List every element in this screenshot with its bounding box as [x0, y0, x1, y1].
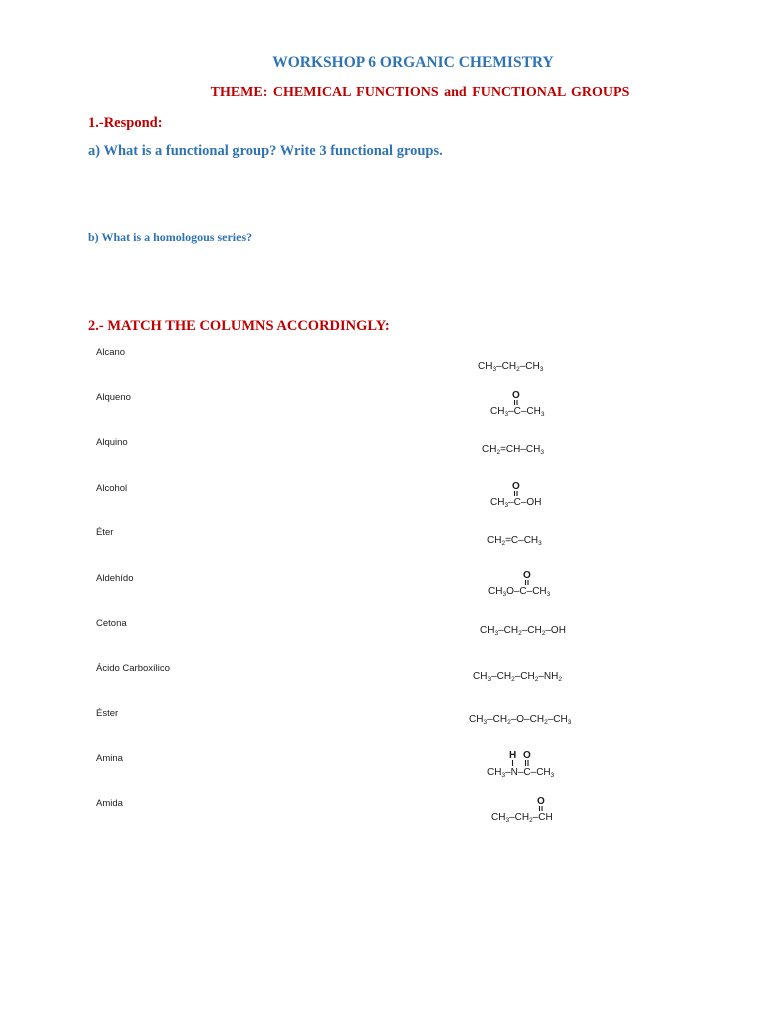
svg-text:CH3–CH2–CH2–NH2: $CH_3-CH_2-CH_2-NH_2$ [473, 671, 562, 683]
svg-text:H: H [509, 750, 517, 761]
svg-text:O: O [512, 481, 520, 492]
svg-text:CH3–C–CH3: $CH_3-C-CH_3$ [490, 406, 545, 418]
formula-methyl-acetate [488, 568, 563, 598]
formula-propene [482, 441, 552, 455]
formula-propylamine [473, 668, 573, 682]
svg-text:O: O [523, 570, 531, 581]
section-1-heading: 1.-Respond: [88, 115, 163, 131]
term-ester: Éster [96, 708, 119, 719]
svg-text:CH3–CH2–CH: $CH_3-CH_2-CH$ [491, 812, 553, 824]
formula-propanol [480, 622, 575, 636]
formula-propane [478, 358, 558, 372]
svg-text:CH3–C–OH: $CH_3-C-OH$ [490, 497, 542, 509]
term-cetona: Cetona [96, 618, 127, 629]
formula-diethyl-ether [469, 711, 579, 725]
term-alcano: Alcano [96, 347, 126, 358]
svg-text:CH3–CH2–O–CH2–CH3: $CH_3-CH_2-O-CH_2-CH_3$ [469, 714, 572, 726]
svg-text:CH2=CH–CH3: $CH_2=CH-CH_3$ [482, 444, 544, 456]
question-1b: b) What is a homologous series? [88, 230, 253, 244]
svg-text:CH3–CH2–CH3: $CH_3-CH_2-CH_3$ [478, 361, 544, 373]
question-1a: a) What is a functional group? Write 3 functional groups. [88, 143, 443, 159]
formula-propanal [491, 794, 566, 824]
svg-text:CH3–CH2–CH2–OH: $CH_3-CH_2-CH_2-OH$ [480, 625, 566, 637]
term-amida: Amida [96, 798, 123, 809]
term-alcohol: Alcohol [96, 483, 128, 494]
svg-text:O: O [537, 796, 545, 807]
svg-text:O: O [523, 750, 531, 761]
section-2-heading: 2.- MATCH THE COLUMNS ACCORDINGLY: [88, 318, 390, 334]
term-alquino: Alquino [96, 437, 128, 448]
formula-acetone [490, 388, 554, 418]
worksheet-title: WORKSHOP 6 ORGANIC CHEMISTRY [272, 54, 554, 71]
worksheet-theme: THEME: CHEMICAL FUNCTIONS and FUNCTIONAL GROUPS [210, 85, 630, 100]
formula-alkyne-row [487, 532, 557, 546]
formula-n-methylacetamide [487, 748, 562, 780]
term-acido-carboxilico: Ácido Carboxílico [96, 663, 170, 674]
svg-text:CH3O–C–CH3: $CH_3O-C-CH_3$ [488, 586, 551, 598]
term-aldehido: Aldehído [96, 573, 134, 584]
term-eter: Éter [96, 527, 114, 538]
svg-text:CH2=C–CH3: $CH_2=C-CH_3$ [487, 535, 542, 547]
term-alqueno: Alqueno [96, 392, 131, 403]
svg-text:CH3–N–C–CH3: $CH_3-N-C-CH_3$ [487, 767, 555, 779]
svg-text:O: O [512, 390, 520, 401]
formula-acetic-acid [490, 479, 554, 509]
term-amina: Amina [96, 753, 123, 764]
